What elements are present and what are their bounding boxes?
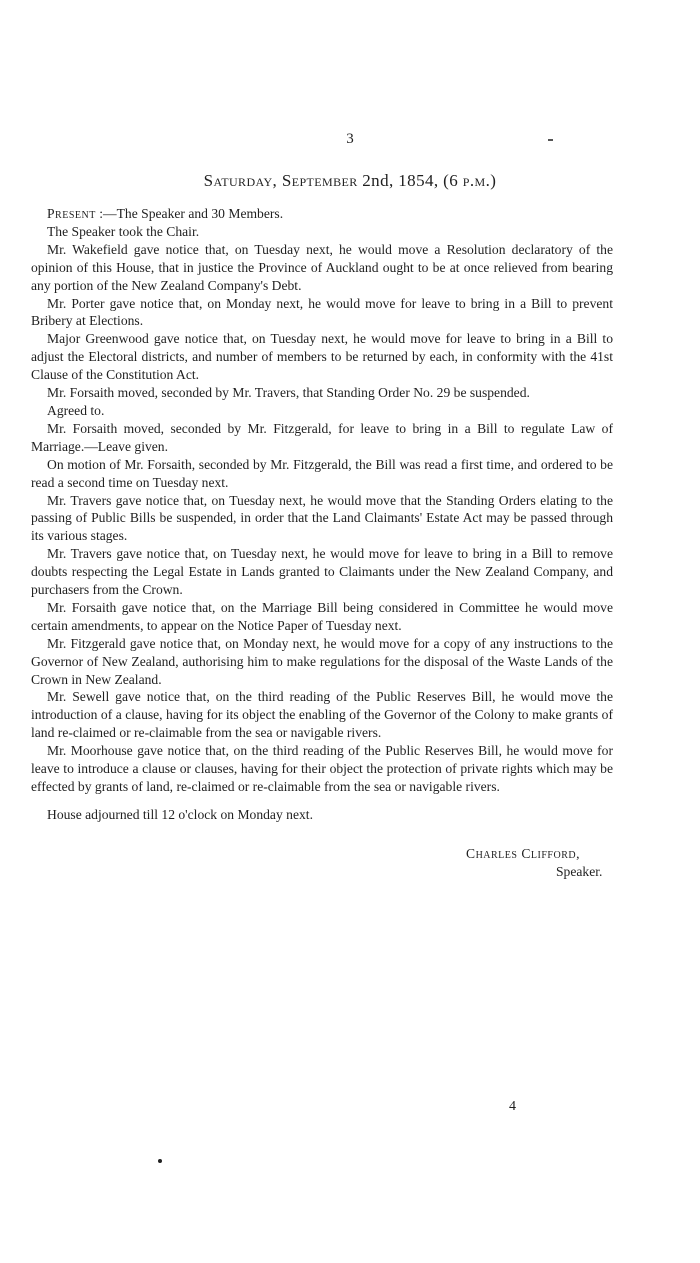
footer-mark: 4	[509, 1099, 516, 1114]
paragraph-agreed: Agreed to.	[47, 402, 105, 418]
adjournment-line: House adjourned till 12 o'clock on Monday next.	[47, 807, 313, 822]
paragraph-travers-standing-orders: Mr. Travers gave notice that, on Tuesday next, he would move that the Standing Orders elating to the passing of Public Bills be suspended, in order that the Land Claimants' Estate Act may be passed through its various stages.	[31, 492, 613, 544]
signature-title: Speaker.	[556, 864, 603, 879]
paragraph-speaker-chair: The Speaker took the Chair.	[47, 223, 200, 239]
paragraph-marriage-bill-leave: Mr. Forsaith moved, seconded by Mr. Fitzgerald, for leave to bring in a Bill to regulate Law of Marriage.—Leave given.	[31, 420, 613, 454]
proceedings-body	[31, 205, 613, 796]
paragraph-sewell-notice: Mr. Sewell gave notice that, on the third reading of the Public Reserves Bill, he would move the introduction of a clause, having for its object the enabling of the Governor of the Colony to make grants of land re-claimed or re-claimable from the sea or navigable rivers.	[31, 689, 613, 741]
session-heading	[0, 171, 700, 191]
paragraph-greenwood-notice: Major Greenwood gave notice that, on Tuesday next, he would move for leave to bring in a Bill to adjust the Electoral districts, and number of members to be returned by each, in conformity with the 41st Clause of the Constitution Act.	[31, 331, 613, 383]
paragraph-wakefield-notice: Mr. Wakefield gave notice that, on Tuesday next, he would move a Resolution declaratory of the opinion of this House, that in justice the Province of Auckland ought to be at once relieved from bearing any portion of the New Zealand Company's Debt.	[31, 241, 613, 293]
present-label: Present	[47, 206, 96, 221]
present-line	[31, 205, 613, 223]
ink-dot	[158, 1159, 162, 1163]
paragraph-travers-legal-estate: Mr. Travers gave notice that, on Tuesday next, he would move for leave to bring in a Bill to remove doubts respecting the Legal Estate in Lands granted to Claimants under the New Zealand Company, and purchasers from the Crown.	[31, 546, 613, 598]
paragraph-forsaith-motion: Mr. Forsaith moved, seconded by Mr. Travers, that Standing Order No. 29 be suspended.	[47, 385, 530, 401]
paragraph-fitzgerald-notice: Mr. Fitzgerald gave notice that, on Monday next, he would move for a copy of any instructions to the Governor of New Zealand, authorising him to make regulations for the disposal of the Waste Lands of the Crown in New Zealand.	[31, 635, 613, 687]
present-text: :—The Speaker and 30 Members.	[99, 206, 284, 221]
signature-name: Charles Clifford,	[466, 846, 580, 861]
paragraph-forsaith-amendments: Mr. Forsaith gave notice that, on the Marriage Bill being considered in Committee he would move certain amendments, to appear on the Notice Paper of Tuesday next.	[31, 599, 613, 633]
heading-time: p.m.)	[462, 171, 497, 190]
page-number: 3	[346, 131, 354, 147]
paragraph-moorhouse-notice: Mr. Moorhouse gave notice that, on the third reading of the Public Reserves Bill, he would move for leave to introduce a clause or clauses, having for their object the protection of private rights which may be effected by grants of land, re-claimed or re-claimable from the sea or navigable rivers.	[31, 743, 613, 794]
heading-day: Saturday,	[203, 171, 278, 190]
heading-month: September	[281, 171, 358, 190]
paragraph-first-reading: On motion of Mr. Forsaith, seconded by Mr. Fitzgerald, the Bill was read a first time, and ordered to be read a second time on Tuesday next.	[31, 456, 613, 490]
corner-mark	[548, 139, 553, 141]
paragraph-porter-notice: Mr. Porter gave notice that, on Monday next, he would move for leave to bring in a Bill to prevent Bribery at Elections.	[31, 295, 613, 329]
heading-date: 2nd, 1854, (6	[362, 171, 459, 190]
